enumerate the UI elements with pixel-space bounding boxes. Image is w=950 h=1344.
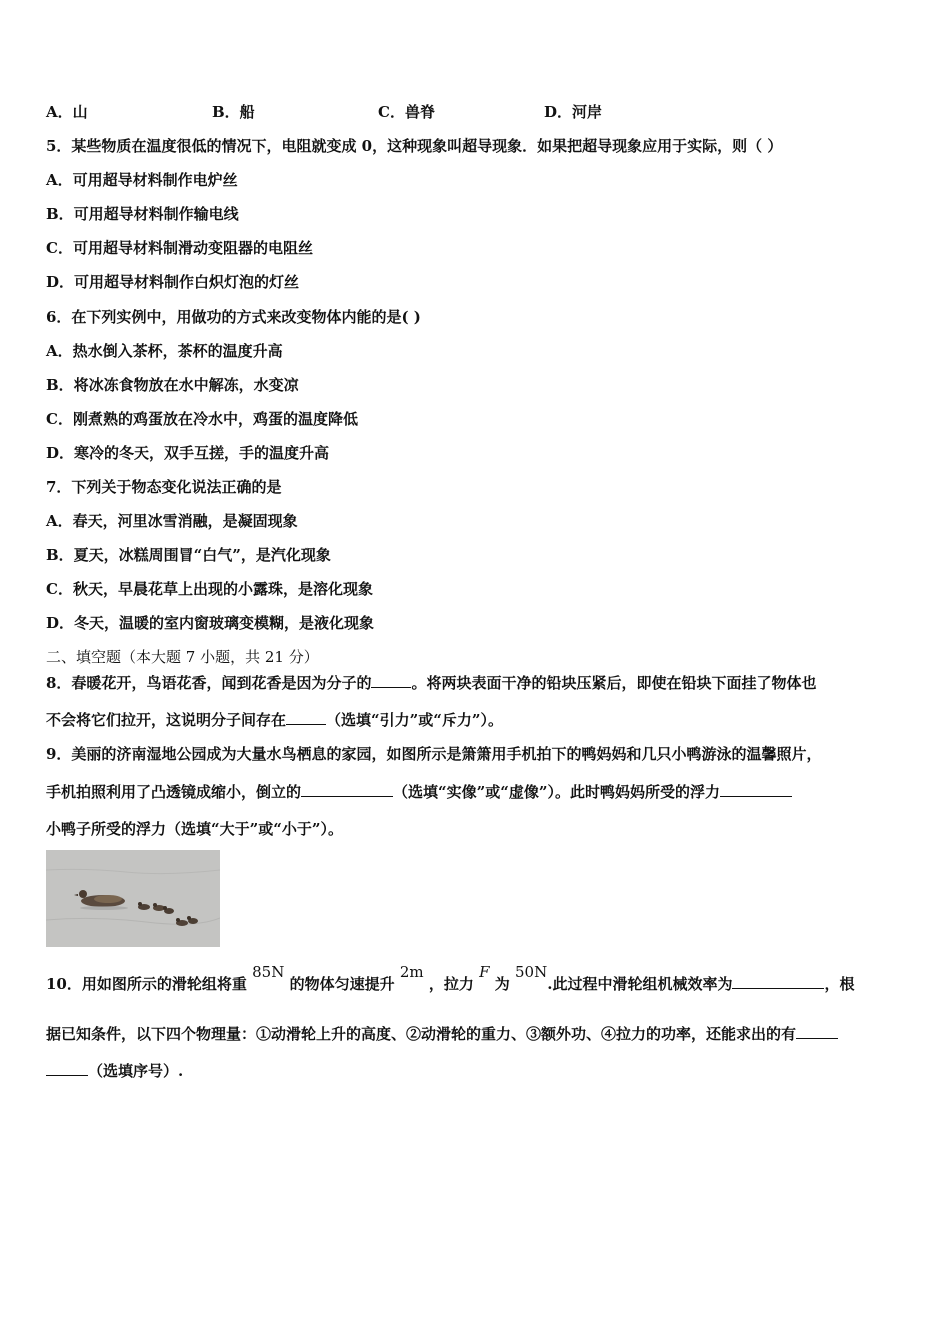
- q4-option-b: B．船: [212, 103, 255, 121]
- q9-line-2: [46, 782, 792, 802]
- q10-text-1: 10．用如图所示的滑轮组将重: [46, 975, 247, 993]
- q8-text-2: 。将两块表面干净的铅块压紧后，即使在铅块下面挂了物体也: [411, 674, 817, 692]
- q4-option-d: D．河岸: [544, 103, 603, 121]
- q10-text-8: （选填序号）.: [88, 1062, 184, 1080]
- q5-option-b: B．可用超导材料制作输电线: [46, 205, 239, 223]
- q7-option-a: A．春天，河里冰雪消融，是凝固现象: [46, 512, 298, 530]
- q10-weight-value: 85N: [252, 963, 285, 981]
- q6-option-d: D．寒冷的冬天，双手互搓，手的温度升高: [46, 444, 330, 462]
- q8-line-1: [46, 673, 816, 693]
- q10-text-4: 为: [494, 975, 510, 993]
- q8-text-3: 不会将它们拉开，这说明分子间存在: [46, 711, 287, 729]
- q5-option-d: D．可用超导材料制作白炽灯泡的灯丝: [46, 273, 300, 291]
- q8-text-4: （选填“引力”或“斥力”）。: [326, 711, 504, 729]
- q10-blank-3: [46, 1061, 88, 1076]
- q5-option-c: C．可用超导材料制滑动变阻器的电阻丝: [46, 239, 313, 257]
- q10-blank-2: [796, 1024, 838, 1039]
- duck-photo-image: [46, 850, 220, 947]
- q10-height-value: 2m: [399, 963, 424, 981]
- q8-blank-1: [371, 673, 411, 688]
- q4-option-a: A．山: [46, 103, 88, 121]
- q9-blank-1: [301, 782, 393, 797]
- q8-line-2: [46, 710, 503, 730]
- q9-line-1: 9．美丽的济南湿地公园成为大量水鸟栖息的家园，如图所示是箫箫用手机拍下的鸭妈妈和几只小鸭游泳的温馨照片，: [46, 745, 822, 763]
- q10-line-1: [46, 963, 855, 994]
- q7-option-b: B．夏天，冰糕周围冒“白气”，是汽化现象: [46, 546, 331, 564]
- q10-line-3: [46, 1061, 183, 1081]
- q9-line-3: 小鸭子所受的浮力（选填“大于”或“小于”）。: [46, 820, 344, 838]
- q9-blank-2: [720, 782, 792, 797]
- q7-stem: 7．下列关于物态变化说法正确的是: [46, 478, 282, 496]
- q10-blank-1: [732, 974, 824, 989]
- q6-stem: 6．在下列实例中，用做功的方式来改变物体内能的是( ): [46, 308, 421, 326]
- q10-text-3: ，拉力: [428, 975, 474, 993]
- q8-text-1: 8．春暖花开，鸟语花香，闻到花香是因为分子的: [46, 674, 372, 692]
- section-heading: 二、填空题（本大题 7 小题，共 21 分）: [46, 648, 319, 666]
- q10-text-6: ，根: [824, 975, 855, 993]
- q8-blank-2: [286, 710, 326, 725]
- q10-text-7: 据已知条件，以下四个物理量：①动滑轮上升的高度、②动滑轮的重力、③额外功、④拉力的功率，还能求出的有: [46, 1025, 797, 1043]
- q10-text-2: 的物体匀速提升: [289, 975, 395, 993]
- q7-option-c: C．秋天，早晨花草上出现的小露珠，是溶化现象: [46, 580, 373, 598]
- q10-text-5: .此过程中滑轮组机械效率为: [547, 975, 733, 993]
- q10-line-2: [46, 1024, 838, 1044]
- q9-text-3: （选填“实像”或“虚像”）。此时鸭妈妈所受的浮力: [393, 783, 721, 801]
- q4-option-c: C．兽脊: [378, 103, 435, 121]
- q5-stem: 5．某些物质在温度很低的情况下，电阻就变成 0，这种现象叫超导现象．如果把超导现象应用于实际，则（ ）: [46, 137, 783, 155]
- duck-photo: [46, 850, 220, 947]
- q6-option-c: C．刚煮熟的鸡蛋放在冷水中，鸡蛋的温度降低: [46, 410, 358, 428]
- q10-force-value: 50N: [515, 963, 548, 981]
- q7-option-d: D．冬天，温暖的室内窗玻璃变模糊，是液化现象: [46, 614, 375, 632]
- q4-options: [46, 102, 602, 122]
- q9-text-2: 手机拍照利用了凸透镜成缩小，倒立的: [46, 783, 302, 801]
- q6-option-a: A．热水倒入茶杯，茶杯的温度升高: [46, 342, 283, 360]
- q10-force-symbol: F: [479, 963, 490, 981]
- q6-option-b: B．将冰冻食物放在水中解冻，水变凉: [46, 376, 299, 394]
- q5-option-a: A．可用超导材料制作电炉丝: [46, 171, 238, 189]
